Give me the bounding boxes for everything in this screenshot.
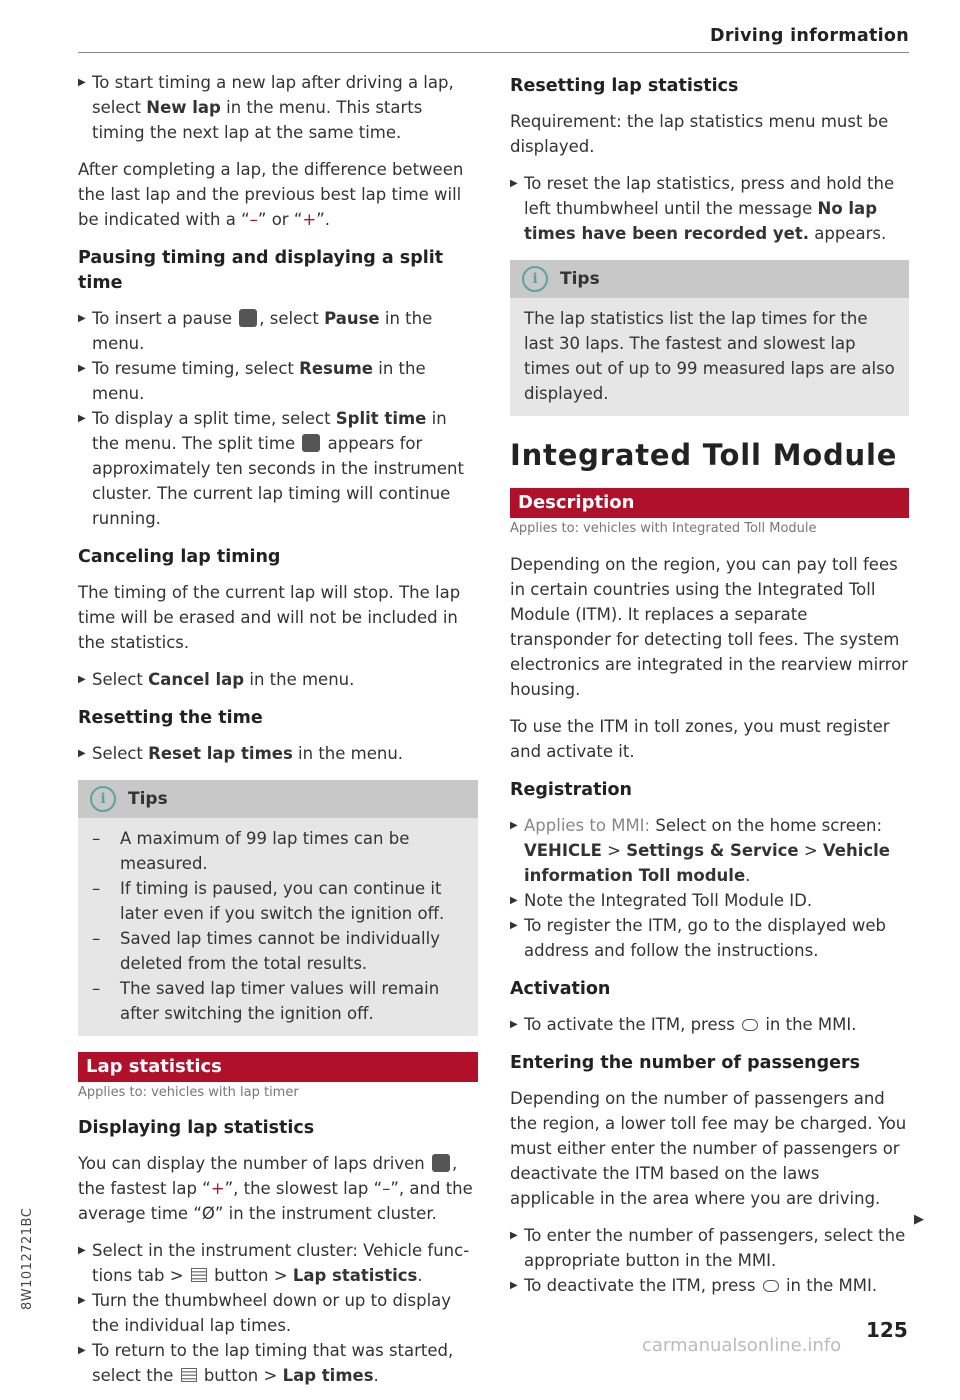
description-paragraph-2: To use the ITM in toll zones, you must register and activate it. <box>510 717 890 761</box>
passengers-steps <box>510 1223 909 1298</box>
passengers-heading: Entering the number of passengers <box>510 1053 861 1073</box>
menu-button-icon <box>181 1368 197 1382</box>
step-resume: ▶ To resume timing, select Resume in the menu. <box>78 356 478 406</box>
laps-driven-icon <box>432 1154 450 1172</box>
description-bar: Description <box>510 488 909 518</box>
tip-item: – If timing is paused, you can continue it later even if you switch the ignition off. <box>92 876 464 926</box>
reset-stats-paragraph: Requirement: the lap statistics menu must be displayed. <box>510 112 889 156</box>
intro-paragraph: After completing a lap, the difference between the last lap and the previous best lap time will be indicated with a “–” or “+”. <box>78 160 464 229</box>
tips-box-left <box>78 780 478 1036</box>
step-note-id: ▶ Note the Integrated Toll Module ID. <box>510 888 909 913</box>
tips-box-right <box>510 260 909 416</box>
reset-steps <box>78 741 478 766</box>
right-column <box>510 70 909 1310</box>
step-enter-passengers: ▶ To enter the number of passengers, select the appropriate button in the MMI. <box>510 1223 909 1273</box>
tips-header <box>78 780 478 818</box>
step-mmi-settings: ▶ Applies to MMI: Select on the home screen: VEHICLE > Settings & Service > Vehicle information Toll module. <box>510 813 909 888</box>
intro-steps <box>78 70 478 145</box>
tips-body <box>78 818 478 1036</box>
description-applies: Applies to: vehicles with Integrated Toll Module <box>510 521 817 536</box>
lap-statistics-bar: Lap statistics <box>78 1052 478 1082</box>
step-new-lap: ▶ To start timing a new lap after driving a lap, select New lap in the menu. This starts timing the next lap at the same time. <box>78 70 478 145</box>
itm-button-icon <box>763 1280 779 1292</box>
step-cancel-lap: ▶ Select Cancel lap in the menu. <box>78 667 478 692</box>
step-turn-thumbwheel: ▶ Turn the thumbwheel down or up to display the individual lap times. <box>78 1288 478 1338</box>
split-time-icon <box>302 434 320 452</box>
step-split-time: ▶ To display a split time, select Split time in the menu. The split time appears for approximately ten seconds in the instrument cluster. The current lap timing will continue running. <box>78 406 478 531</box>
menu-button-icon <box>191 1268 207 1282</box>
step-deactivate: ▶ To deactivate the ITM, press in the MMI. <box>510 1273 909 1298</box>
pause-icon <box>239 309 257 327</box>
reset-stats-steps <box>510 171 909 246</box>
step-activate: ▶ To activate the ITM, press in the MMI. <box>510 1012 909 1037</box>
step-select-lap-statistics: ▶ Select in the instrument cluster: Vehicle functions tab > button > Lap statistics. <box>78 1238 478 1288</box>
watermark: carmanualsonline.info <box>642 1335 842 1356</box>
activation-steps <box>510 1012 909 1037</box>
step-reset-statistics: ▶ To reset the lap statistics, press and hold the left thumbwheel until the message No lap times have been recorded yet. appears. <box>510 171 909 246</box>
tips-title: Tips <box>128 789 168 809</box>
activation-heading: Activation <box>510 979 611 999</box>
reset-heading: Resetting the time <box>78 708 263 728</box>
page-header <box>78 22 909 53</box>
tips-body: The lap statistics list the lap times for the last 30 laps. The fastest and slowest lap times out of up to 99 measured laps are also displayed. <box>524 309 895 403</box>
tips-header <box>510 260 909 298</box>
passengers-paragraph: Depending on the number of passengers and the region, a lower toll fee may be charged. You must either enter the number of passengers or deactivate the ITM based on the laws applicable in the area where you are driving. <box>510 1089 907 1208</box>
step-reset-lap-times: ▶ Select Reset lap times in the menu. <box>78 741 478 766</box>
pause-heading: Pausing timing and displaying a split time <box>78 248 444 293</box>
step-register: ▶ To register the ITM, go to the displayed web address and follow the instructions. <box>510 913 909 963</box>
tips-title: Tips <box>560 269 600 289</box>
tip-item: – A maximum of 99 lap times can be measured. <box>92 826 464 876</box>
info-icon: i <box>90 786 116 812</box>
itm-heading: Integrated Toll Module <box>510 438 898 472</box>
header-title: Driving information <box>710 26 909 46</box>
next-page-arrow: ▶ <box>914 1212 924 1227</box>
pause-steps <box>78 306 478 531</box>
document-code: 8W1012721BC <box>20 1207 35 1310</box>
step-pause: ▶ To insert a pause , select Pause in the menu. <box>78 306 478 356</box>
left-column <box>78 70 478 1400</box>
page-number: 125 <box>866 1318 908 1342</box>
description-paragraph: Depending on the region, you can pay toll fees in certain countries using the Integrated Toll Module (ITM). It replaces a separate transponder for detecting toll fees. The system electronics are integrated in the rearview mirror housing. <box>510 555 908 699</box>
registration-steps <box>510 813 909 963</box>
lap-statistics-applies: Applies to: vehicles with lap timer <box>78 1085 299 1100</box>
cancel-steps <box>78 667 478 692</box>
cancel-paragraph: The timing of the current lap will stop. The lap time will be erased and will not be included in the statistics. <box>78 583 461 652</box>
registration-heading: Registration <box>510 780 632 800</box>
display-heading: Displaying lap statistics <box>78 1118 315 1138</box>
reset-stats-heading: Resetting lap statistics <box>510 76 739 96</box>
info-icon: i <box>522 266 548 292</box>
step-return-lap-times: ▶ To return to the lap timing that was started, select the button > Lap times. <box>78 1338 478 1388</box>
display-steps <box>78 1238 478 1388</box>
cancel-heading: Canceling lap timing <box>78 547 281 567</box>
tip-item: – Saved lap times cannot be individually deleted from the total results. <box>92 926 464 976</box>
display-paragraph: You can display the number of laps driven , the fastest lap “+”, the slowest lap “–”, and the average time “Ø” in the instrument cluster. <box>78 1154 473 1223</box>
tip-item: – The saved lap timer values will remain after switching the ignition off. <box>92 976 464 1026</box>
itm-button-icon <box>742 1019 758 1031</box>
